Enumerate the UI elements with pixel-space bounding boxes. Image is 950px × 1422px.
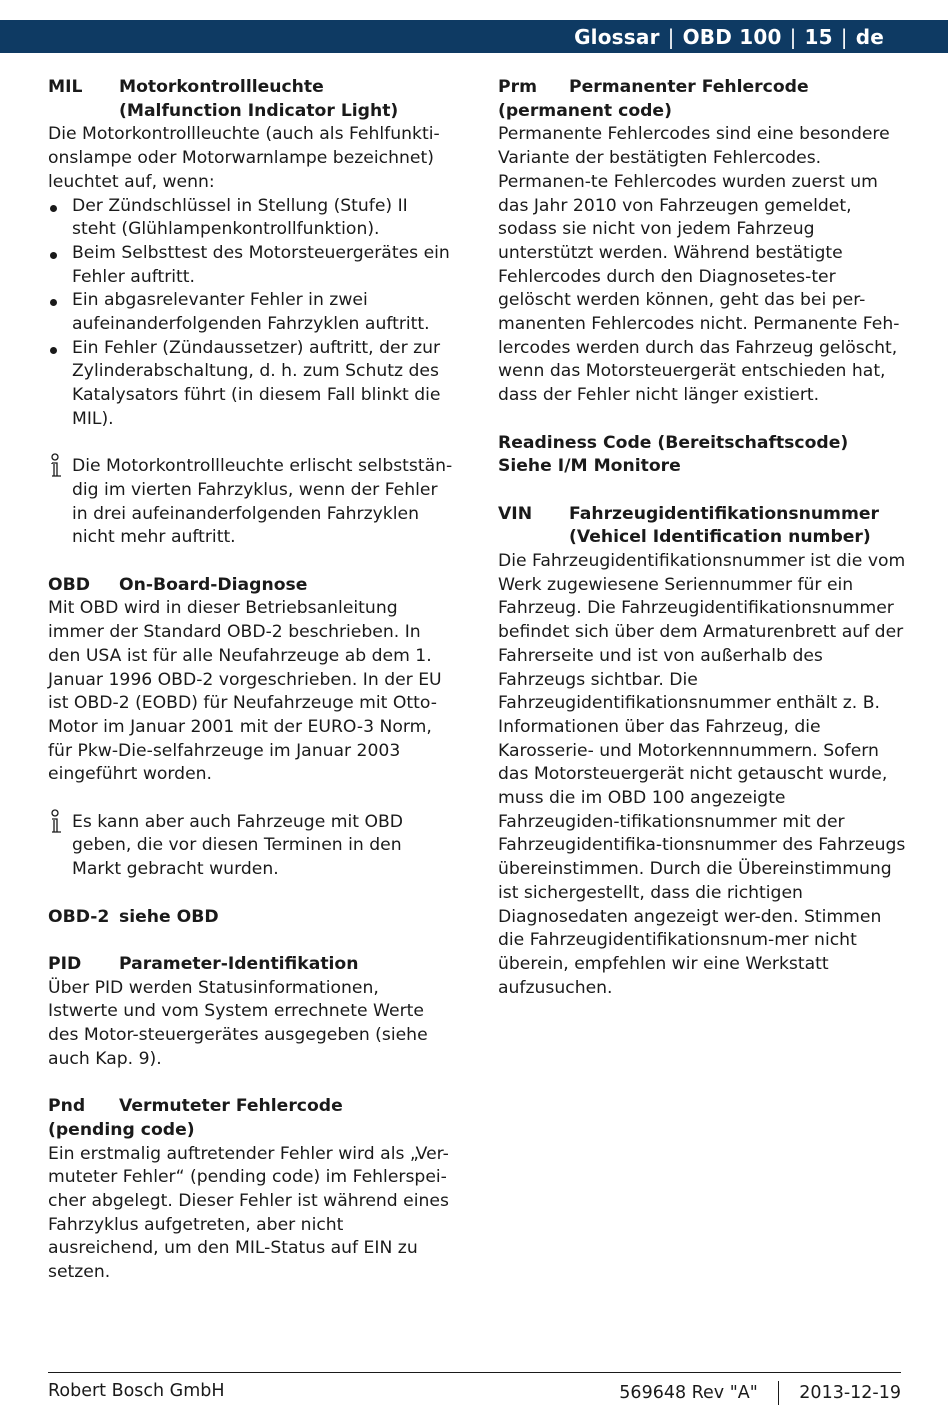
left-column bbox=[48, 76, 453, 1308]
list-item: Beim Selbsttest des Motorsteuergerätes ein Fehler auftritt. bbox=[48, 242, 453, 289]
entry-obd2-heading bbox=[48, 906, 453, 930]
entry-prm bbox=[498, 76, 908, 408]
entry-obd-note bbox=[48, 811, 453, 882]
entry-mil-bullet-list bbox=[48, 195, 453, 432]
entry-obd-abbr: OBD bbox=[48, 574, 90, 595]
entry-pnd bbox=[48, 1095, 453, 1285]
entry-obd2-abbr: OBD-2 bbox=[48, 906, 110, 927]
entry-vin-title: Fahrzeugidentifikationsnummer bbox=[569, 503, 880, 524]
entry-mil-abbr: MIL bbox=[48, 77, 83, 97]
entry-prm-text: Permanente Fehlercodes sind eine besondere Variante der bestätigten Fehlercodes. Permanen-te Fehlercodes wurden zuerst um das Jahr 2010 von Fahrzeugen gemeldet, sodass sie nicht von jedem Fahrzeug unterstützt werden. Während bestätigte Fehlercodes durch den Diagnosetes-ter gelöscht werden können, geht das bei per-manenten Fehlercodes nicht. Permanente Feh-lercodes werden durch das Fahrzeug gelöscht, wenn das Motorsteuergerät entschieden hat, dass der Fehler nicht länger existiert. bbox=[498, 124, 900, 406]
header-page-number: 15 bbox=[804, 25, 833, 49]
entry-prm-title: Permanenter Fehlercode bbox=[569, 77, 809, 97]
entry-prm-subtitle: (permanent code) bbox=[498, 100, 672, 121]
entry-readiness-title: Readiness Code (Bereitschaftscode) bbox=[498, 432, 849, 453]
entry-pid bbox=[48, 953, 453, 1072]
footer-right bbox=[619, 1381, 901, 1405]
entry-obd2-title: siehe OBD bbox=[119, 906, 219, 927]
footer-date: 2013-12-19 bbox=[799, 1383, 901, 1403]
entry-mil-heading bbox=[48, 76, 453, 100]
entry-mil-note-text: Die Motorkontrollleuchte erlischt selbststän-dig im vierten Fahrzyklus, wenn der Fehler in drei aufeinanderfolgenden Fahrzyklen nicht mehr auftritt. bbox=[72, 456, 453, 548]
header-section: Glossar bbox=[574, 25, 660, 49]
right-column bbox=[498, 76, 908, 1024]
entry-mil-note bbox=[48, 455, 453, 550]
list-item: Ein abgasrelevanter Fehler in zwei aufeinanderfolgenden Fahrzyklen auftritt. bbox=[48, 289, 453, 336]
entry-obd-title: On-Board-Diagnose bbox=[119, 574, 308, 595]
header-text: Glossar | OBD 100 | 15 | de bbox=[574, 25, 884, 49]
footer-divider bbox=[48, 1372, 901, 1373]
entry-obd-heading bbox=[48, 574, 453, 598]
entry-vin-abbr: VIN bbox=[498, 503, 533, 524]
footer-company: Robert Bosch GmbH bbox=[48, 1381, 225, 1401]
entry-pid-title: Parameter-Identifikation bbox=[119, 953, 359, 974]
header-language: de bbox=[855, 25, 884, 49]
entry-mil bbox=[48, 76, 453, 432]
entry-vin-heading bbox=[498, 503, 908, 527]
header-product: OBD 100 bbox=[682, 25, 782, 49]
entry-pnd-heading bbox=[48, 1095, 453, 1119]
list-item: Der Zündschlüssel in Stellung (Stufe) II steht (Glühlampenkontrollfunktion). bbox=[48, 195, 453, 242]
entry-mil-text: Die Motorkontrollleuchte (auch als Fehlfunkti-onslampe oder Motorwarnlampe bezeichnet) leuchtet auf, wenn: bbox=[48, 124, 440, 192]
entry-pid-text: Über PID werden Statusinformationen, Istwerte und vom System errechnete Werte des Motor-steuergerätes ausgegeben (siehe auch Kap. 9). bbox=[48, 977, 428, 1069]
entry-readiness-reference: Siehe I/M Monitore bbox=[498, 456, 681, 477]
entry-pid-abbr: PID bbox=[48, 953, 82, 974]
entry-vin bbox=[498, 503, 908, 1001]
footer-separator bbox=[778, 1381, 780, 1405]
entry-pnd-subtitle: (pending code) bbox=[48, 1119, 195, 1140]
entry-obd-text: Mit OBD wird in dieser Betriebsanleitung immer der Standard OBD-2 beschrieben. In den USA ist für alle Neufahrzeuge ab dem 1. Januar 1996 OBD-2 vorgeschrieben. In der EU ist OBD-2 (EOBD) für Neufahrzeuge mit Otto-Motor im Januar 2001 mit der EURO-3 Norm, für Pkw-Die-selfahrzeuge im Januar 2003 eingeführt worden. bbox=[48, 598, 442, 785]
info-icon bbox=[48, 809, 64, 835]
page-header bbox=[0, 20, 948, 53]
entry-pid-heading bbox=[48, 953, 453, 977]
info-icon bbox=[48, 453, 64, 479]
entry-mil-title-2: (Malfunction Indicator Light) bbox=[119, 100, 399, 121]
entry-prm-heading bbox=[498, 76, 908, 100]
entry-obd bbox=[48, 574, 453, 787]
entry-readiness bbox=[498, 432, 908, 479]
entry-obd2 bbox=[48, 906, 453, 930]
entry-obd-note-text: Es kann aber auch Fahrzeuge mit OBD geben, die vor diesen Terminen in den Markt gebracht wurden. bbox=[72, 811, 404, 880]
entry-prm-abbr: Prm bbox=[498, 77, 537, 97]
footer-doc-number: 569648 Rev "A" bbox=[619, 1383, 758, 1403]
list-item: Ein Fehler (Zündaussetzer) auftritt, der zur Zylinderabschaltung, d. h. zum Schutz des Katalysators führt (in diesem Fall blinkt die MIL). bbox=[48, 337, 453, 432]
entry-mil-title: Motorkontrollleuchte bbox=[119, 77, 324, 97]
entry-vin-text: Die Fahrzeugidentifikationsnummer ist die vom Werk zugewiesene Seriennummer für ein Fahrzeug. Die Fahrzeugidentifikationsnummer befindet sich über dem Armaturenbrett auf der Fahrerseite und ist von außerhalb des Fahrzeugs sichtbar. Die Fahrzeugidentifikationsnummer enthält z. B. Informationen über das Fahrzeug, die Karosserie- und Motorkennnummern. Sofern das Motorsteuergerät nicht getauscht wurde, muss die im OBD 100 angezeigte Fahrzeugiden-tifikationsnummer mit der Fahrzeugidentifika-tionsnummer des Fahrzeugs übereinstimmen. Durch die Übereinstimmung ist sichergestellt, dass die richtigen Diagnosedaten angezeigt wer-den. Stimmen die Fahrzeugidentifikationsnum-mer nicht überein, empfehlen wir eine Werkstatt aufzusuchen. bbox=[498, 551, 906, 998]
entry-pnd-text: Ein erstmalig auftretender Fehler wird als „Ver-muteter Fehler“ (pending code) im Fehlerspei-cher abgelegt. Dieser Fehler ist während eines Fahrzyklus aufgetreten, aber nicht ausreichend, um den MIL-Status auf EIN zu setzen. bbox=[48, 1143, 449, 1283]
entry-pnd-abbr: Pnd bbox=[48, 1096, 86, 1117]
entry-vin-title-2: (Vehicel Identification number) bbox=[569, 527, 871, 548]
entry-pnd-title: Vermuteter Fehlercode bbox=[119, 1096, 343, 1117]
